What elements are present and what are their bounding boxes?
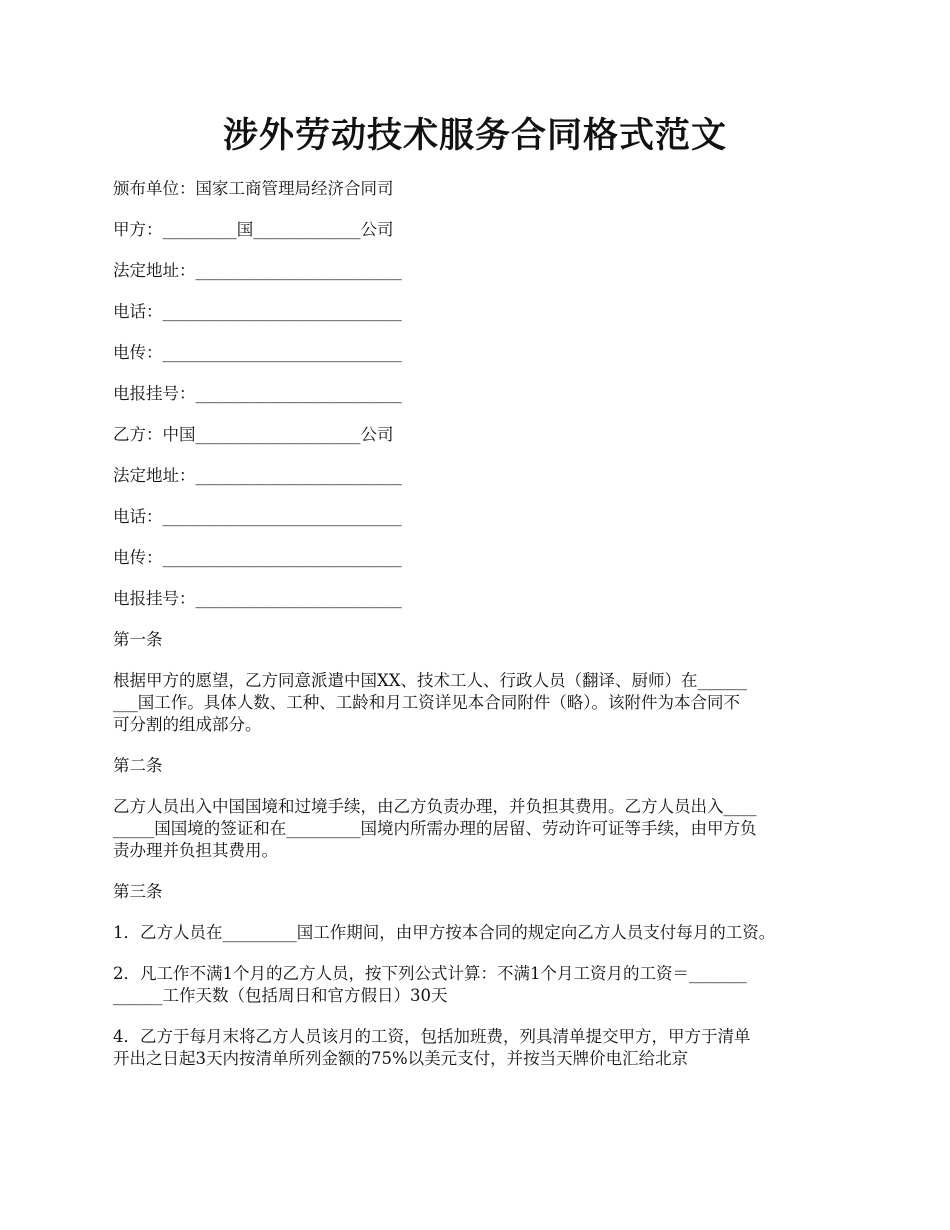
article-1-heading: 第一条 <box>113 630 163 649</box>
article-1-text: 根据甲方的愿望，乙方同意派遣中国XX、技术工人、行政人员（翻译、厨师）在______ ___国工作。具体人数、工种、工龄和月工资详见本合同附件（略）。该附件为本合同不 可分割的组成部分。 <box>113 671 747 734</box>
article-3-heading: 第三条 <box>113 882 163 901</box>
party-b-line: 乙方：中国____________________公司 <box>113 425 394 444</box>
document-body <box>113 178 853 1089</box>
party-b-fax-line: 电传：_____________________________ <box>113 548 402 567</box>
document-title: 涉外劳动技术服务合同格式范文 <box>222 115 727 156</box>
party-b-cable-line: 电报挂号：_________________________ <box>113 589 402 608</box>
party-a-address-line: 法定地址：_________________________ <box>113 261 402 280</box>
party-a-fax-line: 电传：_____________________________ <box>113 343 402 362</box>
article-2-heading: 第二条 <box>113 756 163 775</box>
article-3-clause-2: 2．凡工作不满1个月的乙方人员，按下列公式计算：不满1个月工资月的工资＝_______ ______工作天数（包括周日和官方假日）30天 <box>113 964 747 1005</box>
party-b-phone-line: 电话：_____________________________ <box>113 507 402 526</box>
article-3-clause-4: 4．乙方于每月末将乙方人员该月的工资，包括加班费，列具清单提交甲方，甲方于清单 开出之日起3天内按清单所列金额的75%以美元支付，并按当天牌价电汇给北京 <box>113 1027 751 1068</box>
article-3-clause-1: 1．乙方人员在_________国工作期间，由甲方按本合同的规定向乙方人员支付每月的工资。 <box>113 923 776 942</box>
party-a-cable-line: 电报挂号：_________________________ <box>113 384 402 403</box>
party-a-phone-line: 电话：_____________________________ <box>113 302 402 321</box>
article-2-text: 乙方人员出入中国国境和过境手续，由乙方负责办理，并负担其费用。乙方人员出入____ _____国国境的签证和在_________国境内所需办理的居留、劳动许可证等手续，由甲方负 责办理并负担其费用。 <box>113 797 757 860</box>
issuer-line: 颁布单位：国家工商管理局经济合同司 <box>113 179 394 198</box>
party-a-line: 甲方：_________国_____________公司 <box>113 220 394 239</box>
party-b-address-line: 法定地址：_________________________ <box>113 466 402 485</box>
